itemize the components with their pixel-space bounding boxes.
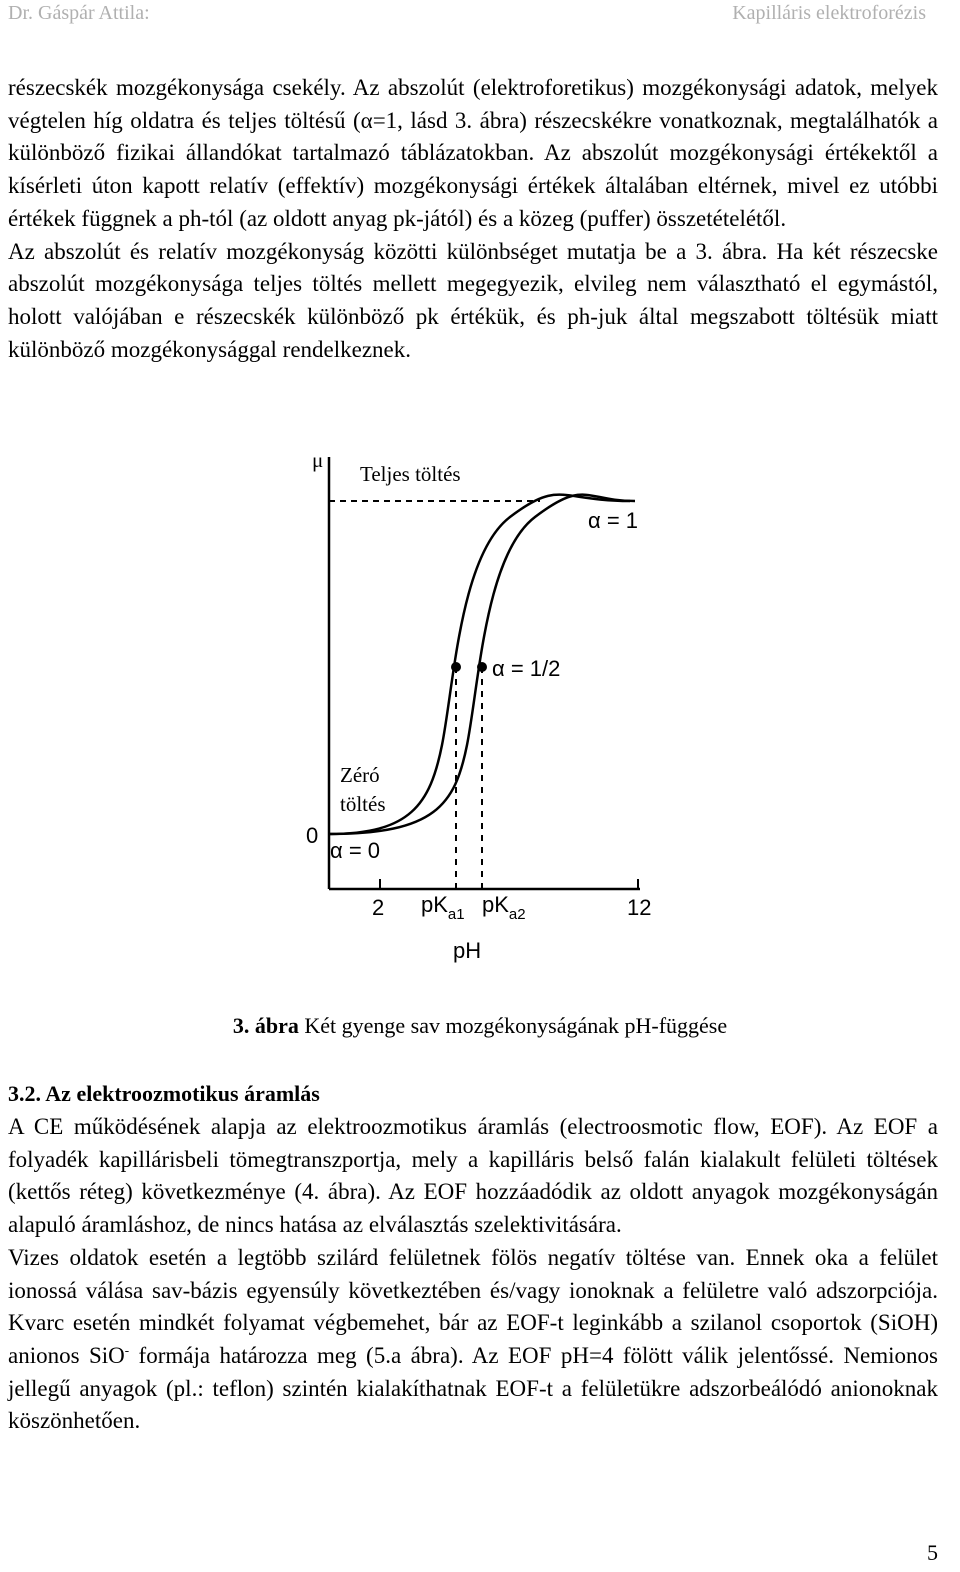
x-tick-pka1-label: $pK_{a1}$ — [421, 892, 465, 923]
x-tick-2-label: 2 — [372, 895, 385, 920]
y-axis-symbol: μ — [312, 448, 324, 472]
paragraph-eof-part2 — [8, 1242, 938, 1438]
paragraph-mobility — [8, 72, 938, 366]
header-title: Kapilláris elektroforézis — [732, 2, 926, 24]
caption-number: 3. ábra — [232, 1013, 299, 1038]
x-tick-12-label: 12 — [627, 895, 652, 920]
label-zero-charge-line2: töltés — [340, 792, 386, 816]
label-zero-charge-line1: Zéró — [340, 763, 380, 787]
pka1-point — [451, 662, 461, 672]
paragraph-eof-text-after: formája határozza meg (5.a ábra). Az EOF pH=4 fölött válik jelentőssé. Nemionos jellegű anyagok (pl.: teflon) szintén kialakíthatnak EOF-t a felületükre adszorbeálódó anionoknak köszönhetően. — [8, 1342, 938, 1434]
mobility-ph-figure — [290, 445, 670, 975]
x-tick-pka2-label: $pK_{a2}$ — [482, 892, 526, 923]
paragraph-mobility-part2: Az abszolút és relatív mozgékonyság közötti különbséget mutatja be a 3. ábra. Ha két részecske abszolút mozgékonysága teljes töltés mellett megegyezik, elvileg nem választható el egymástól, holott valójában e részecskék különböző pk értékük, és ph-juk által megszabott töltésük miatt különböző mozgékonysággal rendelkeznek. — [8, 238, 938, 362]
x-axis-label: pH — [453, 938, 482, 963]
paragraph-mobility-part1: részecskék mozgékonysága csekély. Az abszolút (elektroforetikus) mozgékonysági adatok, melyek végtelen híg oldatra és teljes töltésű (α=1, lásd 3. ábra) részecskékre vonatkoznak, megtalálhatók a különböző fizikai állandókat tartalmazó táblázatokban. Az abszolút mozgékonysági értékektől a kísérleti úton kapott relatív (effektív) mozgékonysági értékek általában eltérnek, mivel ez utóbbi értékek függnek a ph-tól (az oldott anyag pk-jától) és a közeg (puffer) összetételétől. — [8, 75, 938, 231]
figure-caption — [0, 1013, 960, 1039]
label-alpha-1: α = 1 — [588, 508, 639, 533]
label-alpha-half: α = 1/2 — [492, 656, 561, 681]
caption-text: Két gyenge sav mozgékonyságának pH-függése — [298, 1013, 728, 1038]
paragraph-eof — [8, 1111, 938, 1438]
page-number: 5 — [927, 1540, 938, 1565]
superscript-minus: - — [124, 1342, 130, 1358]
label-full-charge: Teljes töltés — [360, 462, 461, 486]
header-author: Dr. Gáspár Attila: — [8, 2, 150, 24]
paragraph-eof-part1: A CE működésének alapja az elektroozmotikus áramlás (electroosmotic flow, EOF). Az EOF a folyadék kapillárisbeli tömegtranszportja, mely a kapilláris belső falán kialakult felületi töltések (kettős réteg) következménye (4. ábra). Az EOF hozzáadódik az oldott anyagok mozgékonyságán alapuló áramláshoz, de nincs hatása az elválasztás szelektivitására. — [8, 1114, 938, 1238]
y-zero-label: 0 — [306, 823, 319, 848]
label-alpha-0: α = 0 — [330, 838, 381, 863]
pka2-point — [477, 662, 487, 672]
section-heading: 3.2. Az elektroozmotikus áramlás — [8, 1081, 320, 1106]
paragraph-eof-text-before: Vizes oldatok esetén a legtöbb szilárd felületnek fölös negatív töltése van. Ennek oka a felület ionossá válása sav-bázis egyensúly következtében és/vagy ionoknak a felületre való adszorpciója. Kvarc esetén mindkét folyamat végbemehet, bár az EOF-t leginkább a szilanol csoportok (SiOH) anionos SiO — [8, 1244, 938, 1368]
